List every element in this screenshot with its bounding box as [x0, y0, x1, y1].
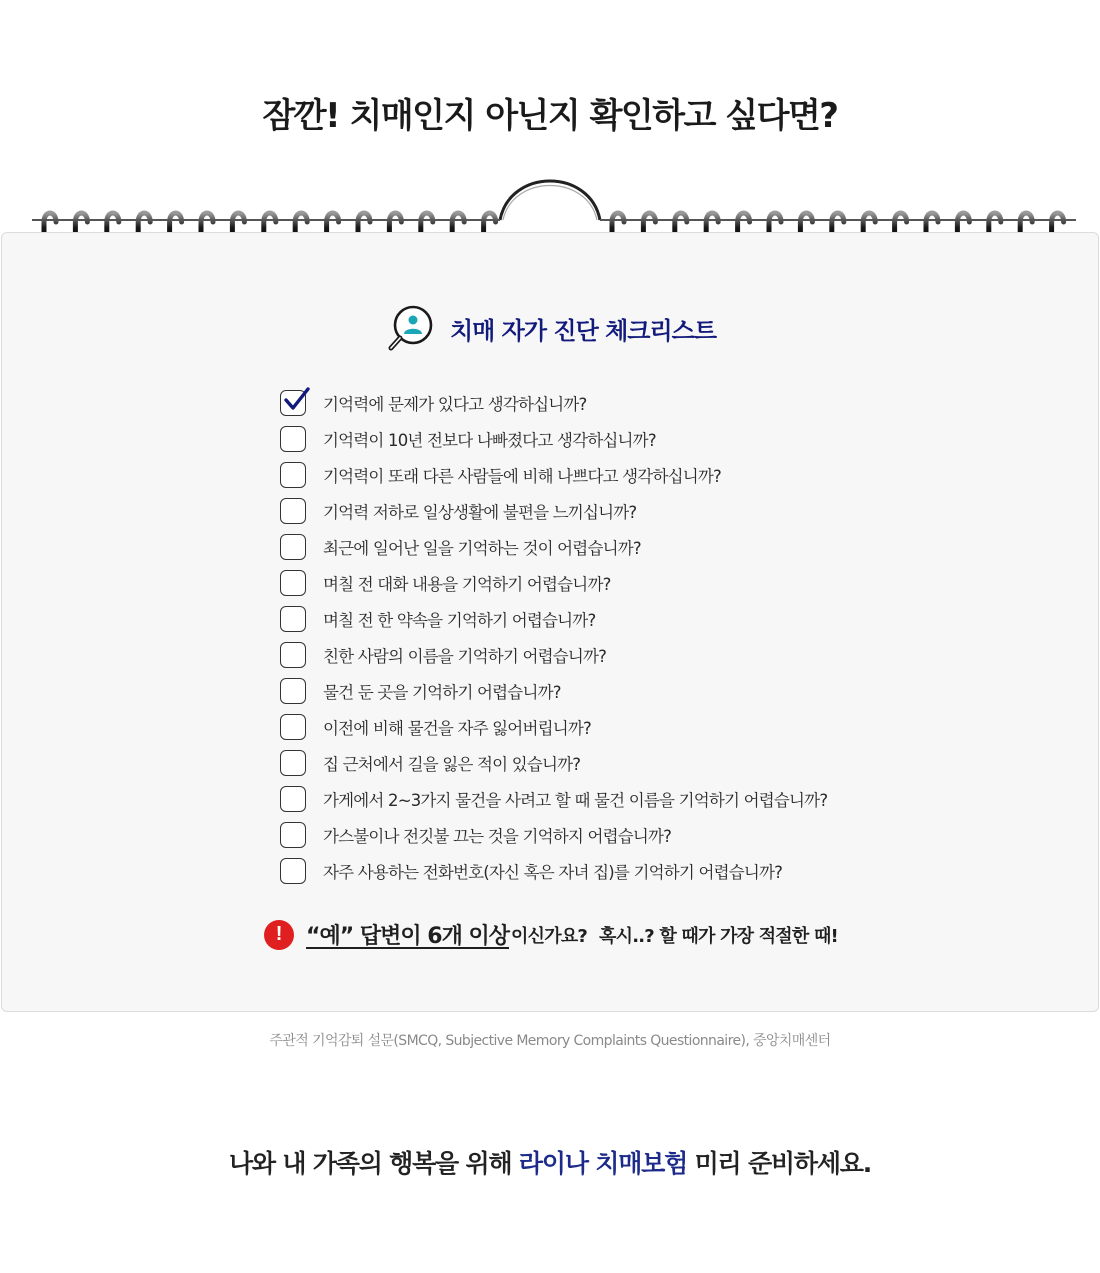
page-headline: 잠깐! 치매인지 아닌지 확인하고 싶다면? — [262, 96, 838, 136]
checklist-item-text: 가스불이나 전깃불 끄는 것을 기억하지 어렵습니까? — [323, 827, 672, 846]
checkbox[interactable] — [280, 426, 306, 452]
checkbox[interactable] — [280, 822, 306, 848]
checklist-item[interactable] — [280, 565, 827, 601]
checkbox[interactable] — [280, 750, 306, 776]
checklist-item[interactable] — [280, 385, 827, 421]
checklist-item[interactable] — [280, 457, 827, 493]
footer-text-before: 나와 내 가족의 행복을 위해 — [228, 1149, 519, 1178]
checkbox[interactable] — [280, 678, 306, 704]
checkbox[interactable] — [280, 570, 306, 596]
checklist-item-text: 기억력에 문제가 있다고 생각하십니까? — [323, 395, 587, 414]
card-title-row — [2, 303, 1100, 353]
checkbox[interactable] — [280, 606, 306, 632]
checkbox[interactable] — [280, 642, 306, 668]
checklist-item-text: 자주 사용하는 전화번호(자신 혹은 자녀 집)를 기억하기 어렵습니까? — [323, 863, 783, 882]
checkbox[interactable] — [280, 462, 306, 488]
checkbox[interactable] — [280, 714, 306, 740]
checklist — [280, 385, 827, 889]
checkbox[interactable] — [280, 498, 306, 524]
brand-name: 라이나 치매보험 — [518, 1149, 688, 1178]
checklist-item[interactable] — [280, 817, 827, 853]
checklist-item-text: 이전에 비해 물건을 자주 잃어버립니까? — [323, 719, 591, 738]
checklist-item[interactable] — [280, 709, 827, 745]
checkbox[interactable] — [280, 534, 306, 560]
checklist-item[interactable] — [280, 781, 827, 817]
checklist-card — [1, 232, 1099, 1012]
alert-icon: ! — [264, 920, 294, 950]
checkbox[interactable] — [280, 858, 306, 884]
checklist-item-text: 가게에서 2~3가지 물건을 사려고 할 때 물건 이름을 기억하기 어렵습니까? — [323, 791, 828, 810]
checkbox-checked[interactable] — [280, 390, 306, 416]
notice-row — [2, 919, 1100, 950]
checklist-item[interactable] — [280, 601, 827, 637]
notice-tagline: 혹시..? 할 때가 가장 적절한 때! — [599, 925, 838, 947]
checklist-item[interactable] — [280, 673, 827, 709]
checklist-item-text: 친한 사람의 이름을 기억하기 어렵습니까? — [323, 647, 607, 666]
checklist-item-text: 기억력이 또래 다른 사람들에 비해 나쁘다고 생각하십니까? — [323, 467, 721, 486]
card-title: 치매 자가 진단 체크리스트 — [449, 316, 717, 345]
notice-highlight: “예” 답변이 6개 이상 — [306, 924, 510, 949]
checklist-item[interactable] — [280, 529, 827, 565]
checkmark-icon — [281, 385, 311, 415]
checklist-item-text: 최근에 일어난 일을 기억하는 것이 어렵습니까? — [323, 539, 641, 558]
checklist-item[interactable] — [280, 745, 827, 781]
checklist-item-text: 며칠 전 한 약속을 기억하기 어렵습니까? — [323, 611, 596, 630]
checklist-item[interactable] — [280, 853, 827, 889]
checklist-item[interactable] — [280, 421, 827, 457]
checklist-item[interactable] — [280, 637, 827, 673]
checklist-item[interactable] — [280, 493, 827, 529]
checklist-item-text: 기억력 저하로 일상생활에 불편을 느끼십니까? — [323, 503, 637, 522]
notice-question: 이신가요? — [511, 925, 588, 947]
source-citation: 주관적 기억감퇴 설문(SMCQ, Subjective Memory Complaints Questionnaire), 중앙치매센터 — [269, 1033, 831, 1049]
footer-message — [0, 1144, 1100, 1180]
footer-text-after: 미리 준비하세요. — [687, 1149, 872, 1178]
checklist-item-text: 며칠 전 대화 내용을 기억하기 어렵습니까? — [323, 575, 611, 594]
magnifier-person-icon — [386, 303, 436, 353]
checklist-item-text: 집 근처에서 길을 잃은 적이 있습니까? — [323, 755, 581, 774]
checkbox[interactable] — [280, 786, 306, 812]
hanger-hook — [500, 181, 600, 220]
checklist-item-text: 물건 둔 곳을 기억하기 어렵습니까? — [323, 683, 561, 702]
checklist-item-text: 기억력이 10년 전보다 나빠졌다고 생각하십니까? — [323, 431, 656, 450]
